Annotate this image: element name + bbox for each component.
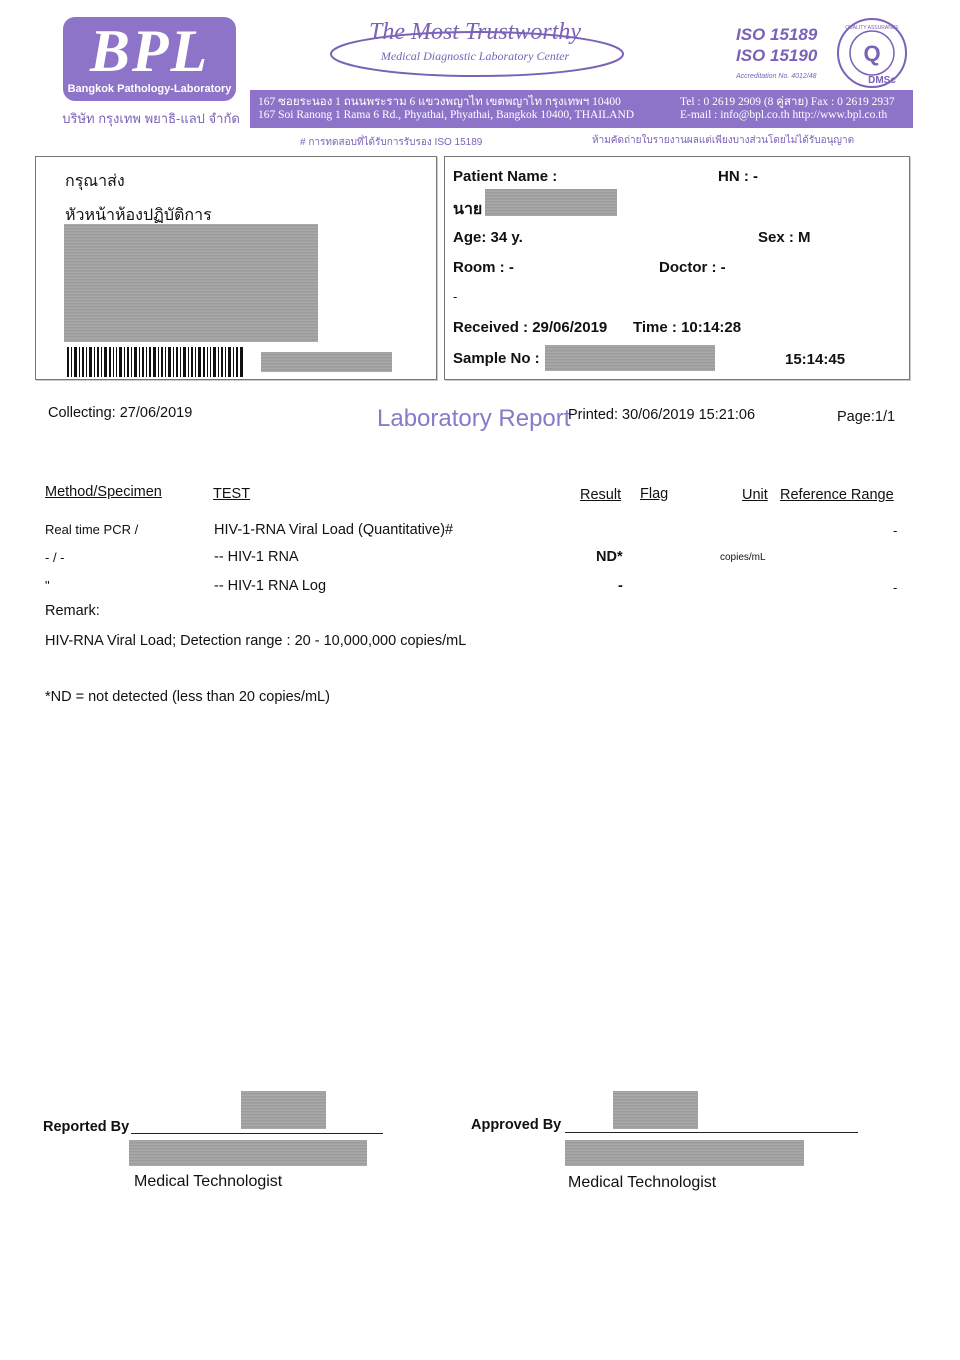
send-to-box (35, 156, 437, 380)
address-english: 167 Soi Ranong 1 Rama 6 Rd., Phyathai, Phyathai, Bangkok 10400, THAILAND (258, 109, 635, 121)
room-field: Room : - (453, 259, 514, 276)
row3-test: -- HIV-1 RNA Log (214, 578, 327, 594)
printed-date: Printed: 30/06/2019 15:21:06 (568, 407, 756, 423)
col-method-header: Method/Specimen (45, 484, 162, 500)
row3-result: - (618, 578, 623, 594)
contact-phone-fax: Tel : 0 2619 2909 (8 คู่สาย) Fax : 0 2619 2937 (680, 96, 895, 108)
slogan-subtitle: Medical Diagnostic Laboratory Center (380, 49, 570, 63)
redacted-sample-no (545, 345, 715, 371)
remark-detection-range: HIV-RNA Viral Load; Detection range : 20 - 10,000,000 copies/mL (45, 633, 467, 649)
hn-field: HN : - (718, 168, 758, 185)
approved-by-label: Approved By (471, 1117, 562, 1133)
slogan: The Most Trustworthy (368, 19, 582, 45)
reporter-role: Medical Technologist (134, 1173, 283, 1190)
accreditation-number: Accreditation No. 4012/48 (736, 73, 817, 80)
company-name-thai: บริษัท กรุงเทพ พยาธิ-แลป จำกัด (62, 111, 240, 126)
col-ref-header: Reference Range (780, 487, 894, 503)
doctor-field: Doctor : - (659, 259, 726, 276)
patient-name-label: Patient Name : (453, 168, 558, 185)
bpl-logo-box (63, 17, 236, 101)
sample-time: 15:14:45 (785, 351, 846, 368)
col-result-header: Result (580, 487, 622, 503)
iso-15190: ISO 15190 (736, 46, 818, 65)
reported-by-line (131, 1133, 383, 1134)
remark-label: Remark: (45, 603, 100, 619)
iso-certified-note: # การทดสอบที่ได้รับการรับรอง ISO 15189 (300, 137, 483, 148)
svg-text:QUALITY ASSURANCE: QUALITY ASSURANCE (845, 25, 899, 31)
row1-ref: - (893, 523, 898, 538)
col-test-header: TEST (213, 486, 251, 502)
redacted-reporter-signature (241, 1091, 326, 1129)
bpl-logo-subtitle: Bangkok Pathology-Laboratory (67, 83, 232, 95)
approver-role: Medical Technologist (568, 1174, 717, 1191)
age-field: Age: 34 y. (453, 229, 523, 246)
row3-method: " (45, 578, 50, 593)
redacted-address (64, 224, 318, 342)
iso-15189: ISO 15189 (736, 25, 818, 44)
remark-nd-definition: *ND = not detected (less than 20 copies/mL) (45, 689, 330, 705)
page-number: Page:1/1 (837, 409, 896, 425)
redacted-reporter-name (129, 1140, 367, 1166)
redacted-approver-signature (613, 1091, 698, 1129)
redacted-barcode-number (261, 352, 392, 372)
send-to-line1: กรุณาส่ง (65, 173, 125, 190)
copy-restriction-note: ห้ามคัดถ่ายใบรายงานผลแต่เพียงบางส่วนโดยไม่ได้รับอนุญาต (592, 135, 855, 146)
col-unit-header: Unit (742, 487, 768, 503)
address-bar (250, 90, 913, 128)
bpl-logo: BPL (89, 18, 210, 84)
sample-no-label: Sample No : (453, 350, 540, 367)
sex-field: Sex : M (758, 229, 811, 246)
row1-test: HIV-1-RNA Viral Load (Quantitative)# (214, 522, 454, 538)
row2-result: ND* (596, 549, 623, 565)
patient-title: นาย (453, 201, 483, 218)
redacted-patient-name (485, 189, 617, 216)
row2-method: - / - (45, 550, 65, 565)
svg-text:DMSc: DMSc (868, 75, 896, 86)
col-flag-header: Flag (640, 486, 669, 502)
reported-by-label: Reported By (43, 1119, 130, 1135)
row2-test: -- HIV-1 RNA (214, 549, 299, 565)
redacted-approver-name (565, 1140, 804, 1166)
received-time: Time : 10:14:28 (633, 319, 742, 336)
svg-text:Q: Q (863, 41, 881, 66)
dash-field: - (453, 289, 458, 304)
received-date: Received : 29/06/2019 (453, 319, 608, 336)
row2-unit: copies/mL (720, 552, 766, 563)
row3-ref: - (893, 580, 898, 595)
report-title: Laboratory Report (377, 405, 571, 432)
barcode-icon (67, 347, 243, 377)
approved-by-line (565, 1132, 858, 1133)
send-to-line2: หัวหน้าห้องปฏิบัติการ (65, 207, 212, 224)
row1-method: Real time PCR / (45, 522, 139, 537)
contact-email-web: E-mail : info@bpl.co.th http://www.bpl.co.th (680, 109, 888, 121)
quality-assurance-seal-icon (836, 17, 908, 89)
address-thai: 167 ซอยระนอง 1 ถนนพระราม 6 แขวงพญาไท เขตพญาไท กรุงเทพฯ 10400 (258, 96, 621, 108)
collecting-date: Collecting: 27/06/2019 (48, 405, 193, 421)
patient-info-box (444, 156, 910, 380)
